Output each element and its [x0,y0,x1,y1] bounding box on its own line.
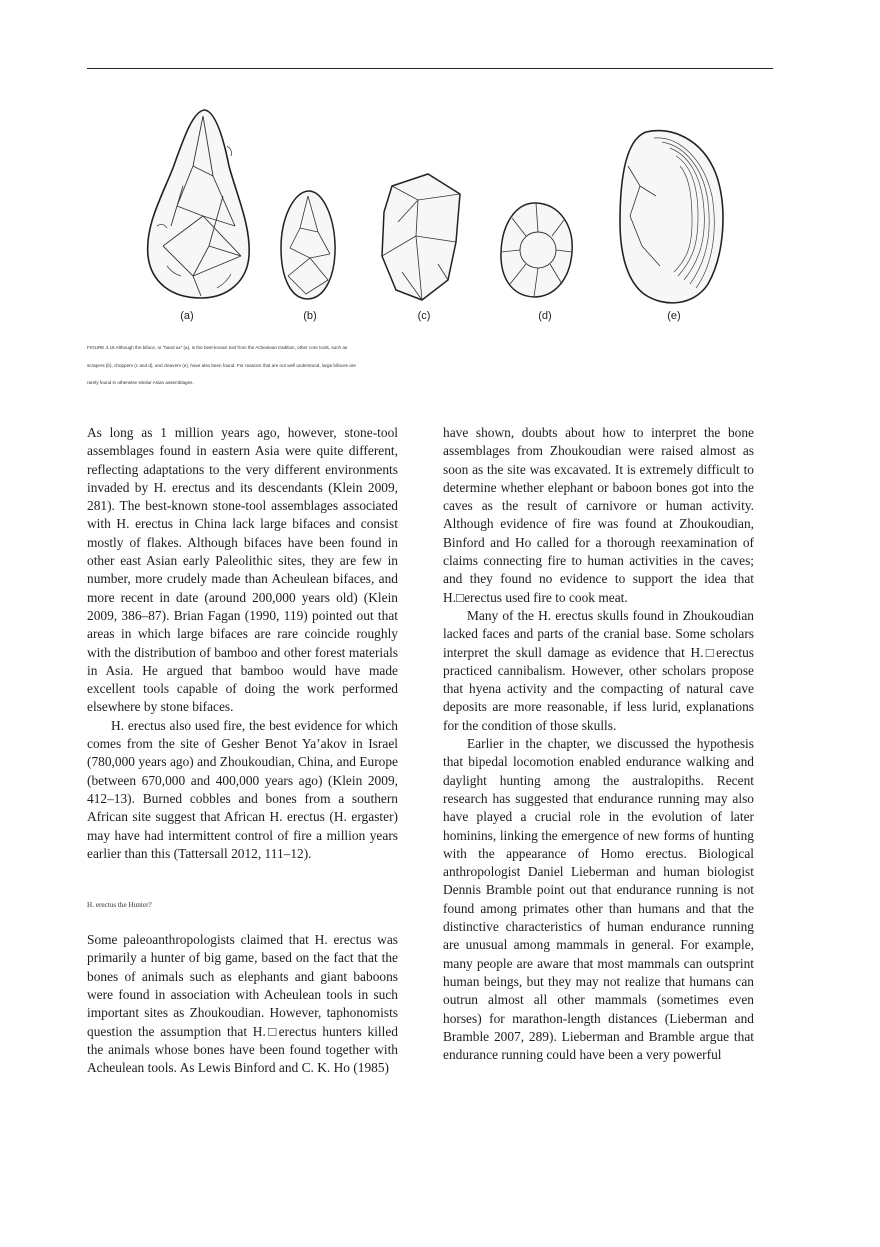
right-column [443,424,754,1064]
body-paragraph: H. erectus also used fire, the best evidence for which comes from the site of Gesher Benot Ya’akov in Israel (780,000 years ago) and Zhoukoudian, China, and Europe (between 670,000 and 400,000 years ago) (Klein 2009, 412–13). Burned cobbles and bones from a southern African site suggest that African H. erectus (H. ergaster) may have had intermittent control of fire a million years earlier than this (Tattersall 2012, 111–12). [87,717,398,861]
figure-label-a: (a) [180,310,194,322]
body-paragraph: have shown, doubts about how to interpret the bone assemblages from Zhoukoudian were raised almost as soon as the site was excavated. It is extremely difficult to determine whether elephant or baboon bones got into the caves as the result of carnivore or human activity. Although evidence of fire was found at Zhoukoudian, Binford and Ho called for a thorough reexamination of claims connecting fire to human activities in the caves; and they found no evidence to support the idea that H.□erectus used fire to cook meat. [443,425,754,605]
figure-label-d: (d) [538,310,552,322]
section-subheading: H. erectus the Hunter? [87,901,152,910]
body-paragraph: Some paleoanthropologists claimed that H. erectus was primarily a hunter of big game, based on the fact that the bones of animals such as elephants and giant baboons were found in association with Acheulean tools in such important sites as Zhoukoudian. However, taphonomists question the assumption that H.□erectus hunters killed the animals whose bones have been found together with Acheulean tools. As Lewis Binford and C. K. Ho (1985) [87,932,398,1076]
header-rule [87,68,773,69]
tool-illustration-hand-ax [143,106,255,302]
body-paragraph: Earlier in the chapter, we discussed the hypothesis that bipedal locomotion enabled endurance walking and daylight hunting among the australopiths. Recent research has suggested that endurance running may also have played a crucial role in the evolution of later hominins, linking the emergence of new forms of hunting with the appearance of Homo erectus. Biological anthropologist Daniel Lieberman and human biologist Dennis Bramble point out that endurance running is not found among primates other than humans and that the distinctive characteristics of human endurance running are unusual among mammals in general. For example, many people are aware that most mammals can outsprint human beings, but they may not realize that humans can outrun almost all other mammals (sometimes even horses) for marathon-length distances (Lieberman and Bramble 2007, 289). Lieberman and Bramble argue that endurance running could have been a very powerful [443,736,754,1063]
body-paragraph: As long as 1 million years ago, however, stone-tool assemblages found in eastern Asia were quite different, reflecting adaptations to the very different environments invaded by H. erectus and its descendants (Klein 2009, 281). The best-known stone-tool assemblages associated with H. erectus in China lack large bifaces and consist mostly of flakes. Although bifaces have been found in other east Asian early Paleolithic sites, they are few in number, more crudely made than Acheulean bifaces, and more recent in date (around 200,000 years old) (Klein 2009, 386–87). Brian Fagan (1990, 119) pointed out that areas in which large bifaces are rare coincide roughly with the distribution of bamboo and other forest materials in Asia. He argued that bamboo would have made excellent tools capable of doing the work performed elsewhere by stone bifaces. [87,425,398,715]
tool-illustration-chopper-c [378,172,464,302]
figure-caption [87,339,407,392]
figure-label-c: (c) [417,310,431,322]
figure-stone-tools [110,98,800,330]
tool-illustration-scraper [278,188,338,302]
figure-label-e: (e) [667,310,681,322]
figure-label-b: (b) [303,310,317,322]
tool-illustration-chopper-d [498,200,576,300]
figure-caption-line: FIGURE 4.18 Although the biface, or “hand ax” (a), is the best-known tool from the Acheulean tradition, other core tools, such as [87,345,348,350]
figure-caption-line: scrapers (b), choppers (c and d), and cleavers (e), have also been found. For reasons that are not well understood, large bifaces are [87,362,356,368]
figure-caption-line: rarely found in otherwise similar Asian assemblages. [87,380,194,385]
tool-illustration-cleaver [616,126,726,310]
left-column [87,424,398,1078]
body-paragraph: Many of the H. erectus skulls found in Zhoukoudian lacked faces and parts of the cranial base. Some scholars interpret the skull damage as evidence that H.□erectus practiced cannibalism. However, other scholars propose that hyena activity and the compacting of natural cave deposits are more reasonable, if less lurid, explanations for the condition of those skulls. [443,607,754,733]
